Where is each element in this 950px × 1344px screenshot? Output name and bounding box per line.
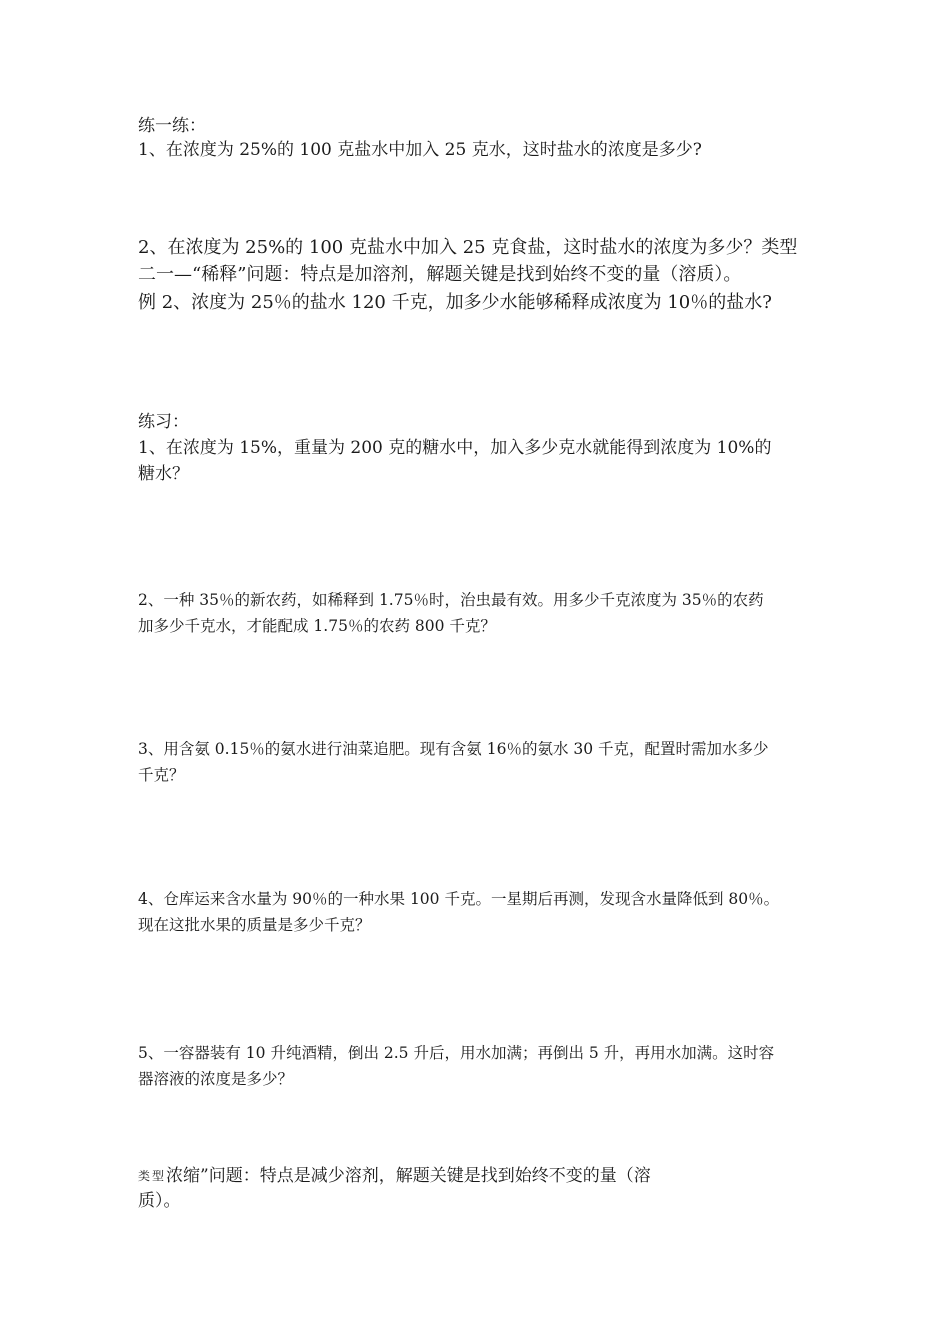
- type-3-heading-line-1: [138, 1163, 651, 1189]
- exercise-4-line-1: 4、仓库运来含水量为 90％的一种水果 100 千克。一星期后再测，发现含水量降低到 80％。: [138, 890, 780, 908]
- exercise-1-line-1: 1、在浓度为 15%，重量为 200 克的糖水中，加入多少克水就能得到浓度为 10%的: [138, 438, 772, 458]
- exercise-2-line-2: 加多少千克水，才能配成 1.75％的农药 800 千克？: [138, 617, 496, 635]
- exercise-1-line-2: 糖水？: [138, 464, 189, 484]
- type-3-text: 浓缩”问题：特点是减少溶剂，解题关键是找到始终不变的量（溶: [166, 1166, 651, 1186]
- exercise-3-line-1: 3、用含氨 0.15％的氨水进行油菜追肥。现有含氨 16％的氨水 30 千克，配置时需加水多少: [138, 740, 769, 758]
- exercise-4-line-2: 现在这批水果的质量是多少千克？: [138, 916, 371, 934]
- exercise-5-line-2: 器溶液的浓度是多少？: [138, 1070, 294, 1088]
- type-3-heading-line-2: 质）。: [138, 1191, 181, 1211]
- exercise-3-line-2: 千克？: [138, 766, 185, 784]
- type-3-prefix: 类型: [138, 1169, 167, 1183]
- exercise-2-line-1: 2、一种 35％的新农药，如稀释到 1.75％时，治虫最有效。用多少千克浓度为 35％的农药: [138, 591, 764, 609]
- section-title-exercises: 练习：: [138, 412, 189, 432]
- exercise-5-line-1: 5、一容器装有 10 升纯酒精，倒出 2.5 升后，用水加满；再倒出 5 升，再用水加满。这时容: [138, 1044, 775, 1062]
- question-2-line-2: 二一—“稀释”问题：特点是加溶剂，解题关键是找到始终不变的量（溶质）。: [138, 264, 742, 285]
- section-title-practice: 练一练：: [138, 116, 206, 136]
- example-2: 例 2、浓度为 25％的盐水 120 千克，加多少水能够稀释成浓度为 10％的盐水?: [138, 292, 772, 313]
- question-1: 1、在浓度为 25%的 100 克盐水中加入 25 克水，这时盐水的浓度是多少?: [138, 140, 702, 160]
- question-2-line-1: 2、在浓度为 25%的 100 克盐水中加入 25 克食盐，这时盐水的浓度为多少？类型: [138, 237, 798, 258]
